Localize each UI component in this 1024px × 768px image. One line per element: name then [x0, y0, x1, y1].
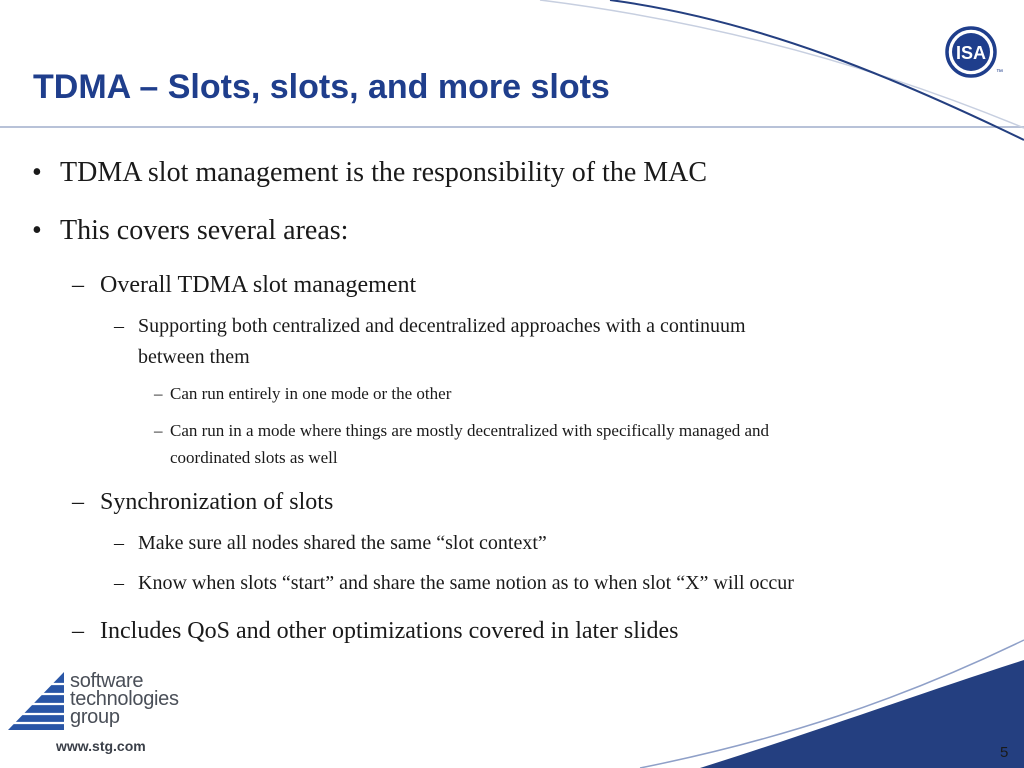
footer-url: www.stg.com [56, 738, 146, 754]
bullet-text: Make sure all nodes shared the same “slot context” [138, 532, 547, 554]
bullet-item [32, 214, 349, 248]
bullet-text-line: coordinated slots as well [170, 448, 338, 467]
bullet-text-line: Supporting both centralized and decentralized approaches with a continuum [138, 315, 746, 337]
bullet-marker: – [72, 618, 84, 644]
bullet-item [154, 417, 770, 471]
bullet-item [72, 270, 417, 300]
bullet-text: Synchronization of slots [100, 489, 334, 515]
bullet-text: Includes QoS and other optimizations covered in later slides [100, 618, 679, 644]
bullet-item [114, 528, 547, 559]
bullet-item [114, 311, 746, 373]
bullet-text: Can run entirely in one mode or the other [170, 384, 452, 403]
bullet-item [72, 616, 679, 646]
page-number: 5 [1000, 744, 1009, 761]
bullet-item [72, 487, 334, 517]
bullet-item [114, 568, 794, 599]
bullet-marker: – [72, 489, 84, 515]
stg-name-line: technologies [70, 688, 179, 710]
bullet-marker: • [32, 157, 42, 188]
bullet-marker: – [114, 315, 124, 337]
isa-logo [944, 26, 1003, 78]
bullet-item [32, 156, 708, 190]
bullet-marker: – [72, 272, 84, 298]
bullet-text-line: between them [138, 346, 250, 368]
isa-logo-text: ISA [955, 43, 987, 63]
bullet-marker: – [114, 572, 124, 594]
stg-name-line: software [70, 670, 144, 692]
stg-logo [8, 670, 70, 732]
bullet-marker: – [114, 532, 124, 554]
bullet-marker: • [32, 215, 42, 246]
bullet-marker: – [154, 421, 163, 440]
stg-company-name [70, 672, 179, 726]
slide-title: TDMA – Slots, slots, and more slots [33, 68, 610, 106]
stg-name-line: group [70, 706, 120, 728]
bullet-text: TDMA slot management is the responsibility of the MAC [60, 157, 708, 188]
bullet-marker: – [154, 384, 163, 403]
bullet-text: Know when slots “start” and share the same notion as to when slot “X” will occur [138, 572, 794, 594]
bullet-text-line: Can run in a mode where things are mostly decentralized with specifically managed and [170, 421, 770, 440]
svg-text:™: ™ [996, 69, 1003, 76]
bullet-text: Overall TDMA slot management [100, 272, 417, 298]
bullet-item [154, 380, 452, 407]
bullet-text: This covers several areas: [60, 215, 349, 246]
bottom-swoosh [700, 660, 1024, 768]
